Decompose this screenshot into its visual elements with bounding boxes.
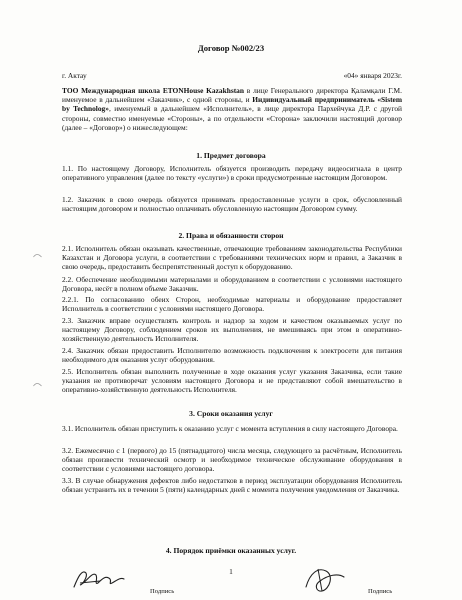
intro-part3: , именуемый в дальнейшем «Исполнитель», в лице директора Пархейчука Д.Р. с другой стороны, совместно именуемые «Стороны», а по отдельности «Сторона» заключили настоящий договор (далее – «Договор») о нижеследующем: (62, 104, 402, 132)
intro-part1: ТОО (62, 86, 82, 95)
clause-2-2: 2.2. Обеспечение необходимыми материалами и оборудованием в соответствии с условиями настоящего Договора, несёт в полном объеме Заказчик. (62, 275, 402, 294)
left-signature-icon (70, 563, 128, 593)
section-3-heading: 3. Сроки оказания услуг (189, 409, 273, 418)
clause-1-2: 1.2. Заказчик в свою очередь обязуется принимать предоставленные услуги в срок, обусловленный настоящим договором и полностью оплачивать обусловленную настоящим Договором сумму. (62, 195, 402, 214)
right-signature-icon (300, 563, 350, 595)
clause-1-1: 1.1. По настоящему Договору, Исполнитель обязуется производить передачу видеосигнала в центр оперативного управления (далее по тексту «услуги») в сроки предусмотренные настоящим Договором. (62, 164, 402, 183)
right-signature-label: Подпись (368, 588, 393, 595)
party2-name: Индивидуальный предприниматель «Sistem by Technolog» (62, 95, 402, 114)
section-2-heading: 2. Права и обязанности сторон (178, 231, 284, 240)
clause-3-3: 3.3. В случае обнаружения дефектов либо недостатков в период эксплуатации оборудования Исполнитель обязан устранить их в течении 5 (пяти) календарных дней с момента получения уведомления от Заказчика. (62, 476, 402, 495)
clause-3-1: 3.1. Исполнитель обязан приступить к оказанию услуг с момента вступления в силу настоящего Договора. (62, 424, 398, 433)
left-signature-label: Подпись (150, 588, 175, 595)
clause-2-4: 2.4. Заказчик обязан предоставить Исполнителю возможность подключения к электросети для питания необходимого для оказания услуг оборудования. (62, 346, 402, 365)
section-1-heading: 1. Предмет договора (196, 151, 266, 160)
margin-mark-icon (33, 252, 42, 259)
clause-2-1: 2.1. Исполнитель обязан оказывать качественные, отвечающие требованиям законодательства Республики Казахстан и Договора услуги, в соответствии с требованиями технических норм и правил, а Заказчик в свою очередь, предоставить беспрепятственный доступ к оборудованию. (62, 244, 402, 272)
clause-2-3: 2.3. Заказчик вправе осуществлять контроль и надзор за ходом и качеством оказываемых услуг по настоящему Договору, соблюдением сроков их выполнения, не вмешиваясь при этом в оперативно-хозяйственную деятельность Исполнителя. (62, 316, 402, 344)
margin-mark-icon (33, 381, 42, 388)
intro-paragraph (62, 86, 402, 132)
page-number: 1 (229, 567, 233, 576)
clause-2-2-1: 2.2.1. По согласованию обеих Сторон, необходимые материалы и оборудование предоставляет Исполнитель в соответствии с условиями настоящего Договора. (62, 295, 402, 314)
clause-2-5: 2.5. Исполнитель обязан выполнить полученные в ходе оказания услуг указания Заказчика, если такие указания не противоречат условиям настоящего Договора и не представляют собой вмешательство в оперативно-хозяйственную деятельность Исполнителя. (62, 367, 402, 395)
contract-date: «04» января 2023г. (343, 71, 402, 80)
section-4-heading: 4. Порядок приёмки оказанных услуг. (165, 546, 297, 555)
intro-part2: в лице Генерального директора Қаламқали Г.М. именуемое в дальнейшем «Заказчик», с одной стороны, и (62, 86, 402, 105)
clause-3-2: 3.2. Ежемесячно с 1 (первого) до 15 (пятнадцатого) числа месяца, следующего за расчётным, Исполнитель обязан произвести технический осмотр и необходимое техническое обслуживание оборудования в соответствии с условиями настоящего договора. (62, 446, 402, 474)
contract-title: Договор №002/23 (197, 43, 265, 53)
contract-city: г. Актау (62, 71, 87, 80)
party1-name: Международная школа ETONHouse Kazakhstan (81, 86, 244, 95)
